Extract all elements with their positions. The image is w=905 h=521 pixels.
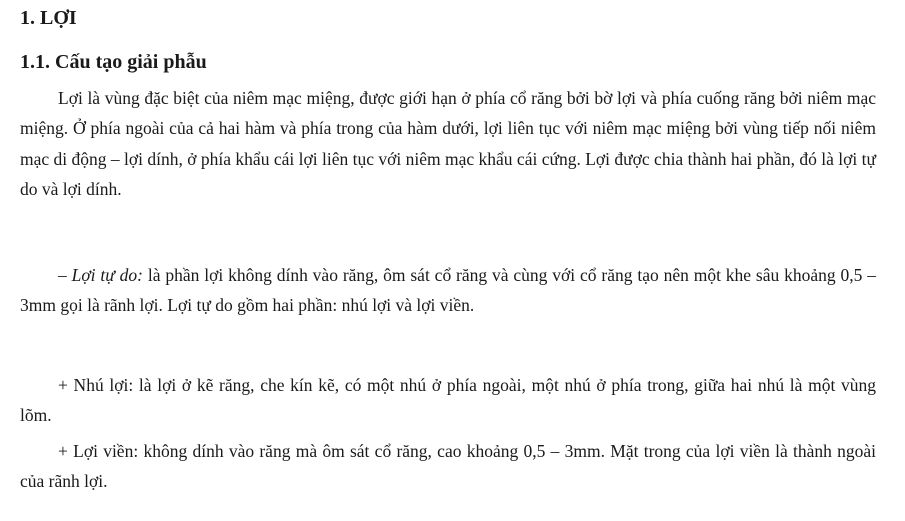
free-gingiva-text: là phần lợi không dính vào răng, ôm sát cổ răng và cùng với cổ răng tạo nên một khe sâu khoảng 0,5 – 3mm gọi là rãnh lợi. Lợi tự do gồm hai phần: nhú lợi và lợi viền. [20, 265, 876, 316]
intro-paragraph: Lợi là vùng đặc biệt của niêm mạc miệng, được giới hạn ở phía cổ răng bởi bờ lợi và phía cuống răng bởi niêm mạc miệng. Ở phía ngoài của cả hai hàm và phía trong của hàm dưới, lợi liên tục với niêm mạc miệng bởi vùng tiếp nối niêm mạc di động – lợi dính, ở phía khẩu cái lợi liên tục với niêm mạc khẩu cái cứng. Lợi được chia thành hai phần, đó là lợi tự do và lợi dính. [20, 88, 876, 200]
subsection-heading: 1.1. Cấu tạo giải phẫu [20, 51, 207, 73]
section-heading: 1. LỢI [20, 7, 77, 29]
free-gingiva-paragraph [20, 260, 876, 321]
marginal-gingiva-paragraph: + Lợi viền: không dính vào răng mà ôm sát cổ răng, cao khoảng 0,5 – 3mm. Mặt trong của lợi viền là thành ngoài của rãnh lợi. [20, 441, 876, 492]
papilla-paragraph: + Nhú lợi: là lợi ở kẽ răng, che kín kẽ, có một nhú ở phía ngoài, một nhú ở phía trong, giữa hai nhú là một vùng lõm. [20, 375, 876, 426]
free-gingiva-term: – Lợi tự do: [58, 265, 144, 285]
